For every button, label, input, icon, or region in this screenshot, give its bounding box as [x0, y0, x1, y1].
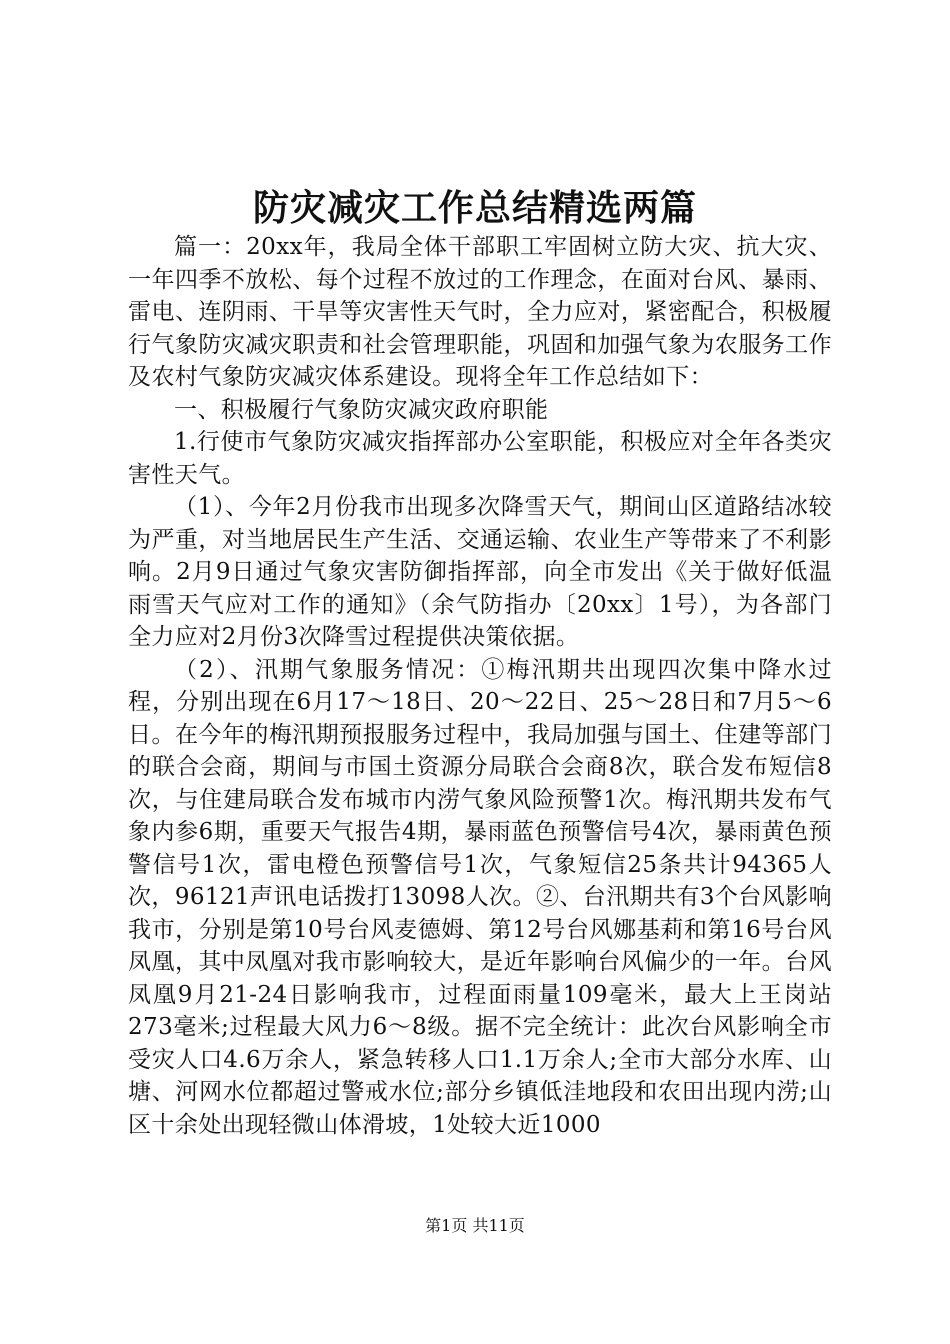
paragraph-subitem-2: （2）、汛期气象服务情况：①梅汛期共出现四次集中降水过程，分别出现在6月17～18日、20～22日、25～28日和7月5～6日。在今年的梅汛期预报服务过程中，我局加强与国土、住建等部门的联合会商，期间与市国土资源分局联合会商8次，联合发布短信8次，与住建局联合发布城市内涝气象风险预警1次。梅汛期共发布气象内参6期，重要天气报告4期，暴雨蓝色预警信号4次，暴雨黄色预警信号1次，雷电橙色预警信号1次，气象短信25条共计94365人次，96121声讯电话拨打13098人次。②、台汛期共有3个台风影响我市，分别是第10号台风麦德姆、第12号台风娜基莉和第16号台风凤凰，其中凤凰对我市影响较大，是近年影响台风偏少的一年。台风凤凰9月21-24日影响我市，过程面雨量109毫米，最大上王岗站273毫米;过程最大风力6～8级。据不完全统计：此次台风影响全市受灾人口4.6万余人，紧急转移人口1.1万余人;全市大部分水库、山塘、河网水位都超过警戒水位;部分乡镇低洼地段和农田出现内涝;山区十余处出现轻微山体滑坡，1处较大近1000	[128, 656, 832, 1138]
paragraph-item-1: 1.行使市气象防灾减灾指挥部办公室职能，积极应对全年各类灾害性天气。	[128, 429, 832, 488]
paragraph-subitem-1: （1）、今年2月份我市出现多次降雪天气，期间山区道路结冰较为严重，对当地居民生产生活、交通运输、农业生产等带来了不利影响。2月9日通过气象灾害防御指挥部，向全市发出《关于做好低温雨雪天气应对工作的通知》（余气防指办〔20xx〕1号），为各部门全力应对2月份3次降雪过程提供决策依据。	[128, 494, 832, 650]
document-body	[128, 231, 832, 1141]
page-number-footer: 第1页 共11页	[425, 1216, 525, 1235]
document-title: 防灾减灾工作总结精选两篇	[252, 187, 697, 229]
section-heading: 一、积极履行气象防灾减灾政府职能	[174, 396, 549, 423]
paragraph-intro: 篇一：20xx年，我局全体干部职工牢固树立防大灾、抗大灾、一年四季不放松、每个过程不放过的工作理念，在面对台风、暴雨、雷电、连阴雨、干旱等灾害性天气时，全力应对，紧密配合，积极履行气象防灾减灾职责和社会管理职能，巩固和加强气象为农服务工作及农村气象防灾减灾体系建设。现将全年工作总结如下：	[128, 234, 832, 390]
